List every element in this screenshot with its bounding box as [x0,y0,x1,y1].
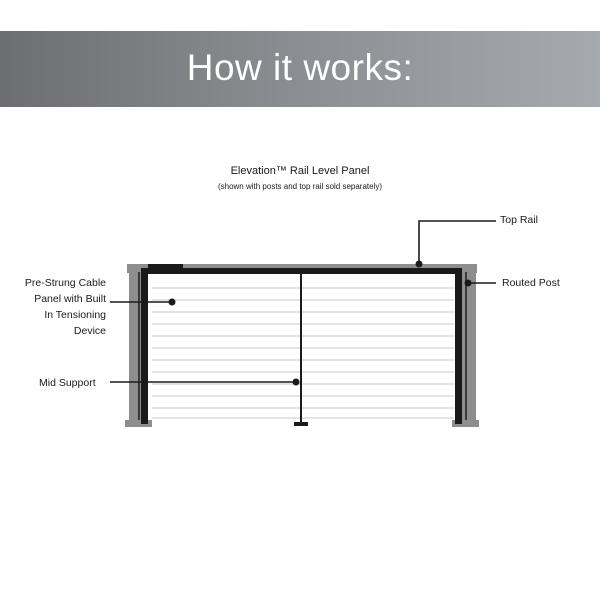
callout-top-rail: Top Rail [500,214,538,226]
cables [152,288,454,418]
panel-right-stile [455,268,462,424]
mid-support-foot [294,422,308,426]
leader-dots [169,261,472,386]
callout-cable-panel-line: In Tensioning [44,309,106,321]
callout-cable-panel [0,275,106,339]
callout-routed-post: Routed Post [502,277,560,289]
callout-mid-support: Mid Support [39,377,96,389]
left-post-groove [138,272,140,420]
diagram-subtitle: (shown with posts and top rail sold separately) [217,182,383,191]
callout-cable-panel-line: Device [73,325,106,337]
tensioner-block [148,264,183,269]
leader-lines [110,221,496,382]
banner-title: How it works: [186,47,414,88]
cable-panel-dot [169,299,176,306]
top-rail-leader [419,221,496,264]
diagram-title: Elevation™ Rail Level Panel [230,165,370,177]
panel-left-stile [141,268,148,424]
routed-post-dot [465,280,472,287]
top-rail-dot [416,261,423,268]
right-post-groove [465,272,467,420]
mid-support-dot [293,379,300,386]
post-grooves [138,272,467,420]
callout-cable-panel-line: Pre-Strung Cable [24,277,106,289]
callout-cable-panel-line: Panel with Built [34,293,106,305]
mid-support-post [300,272,302,422]
